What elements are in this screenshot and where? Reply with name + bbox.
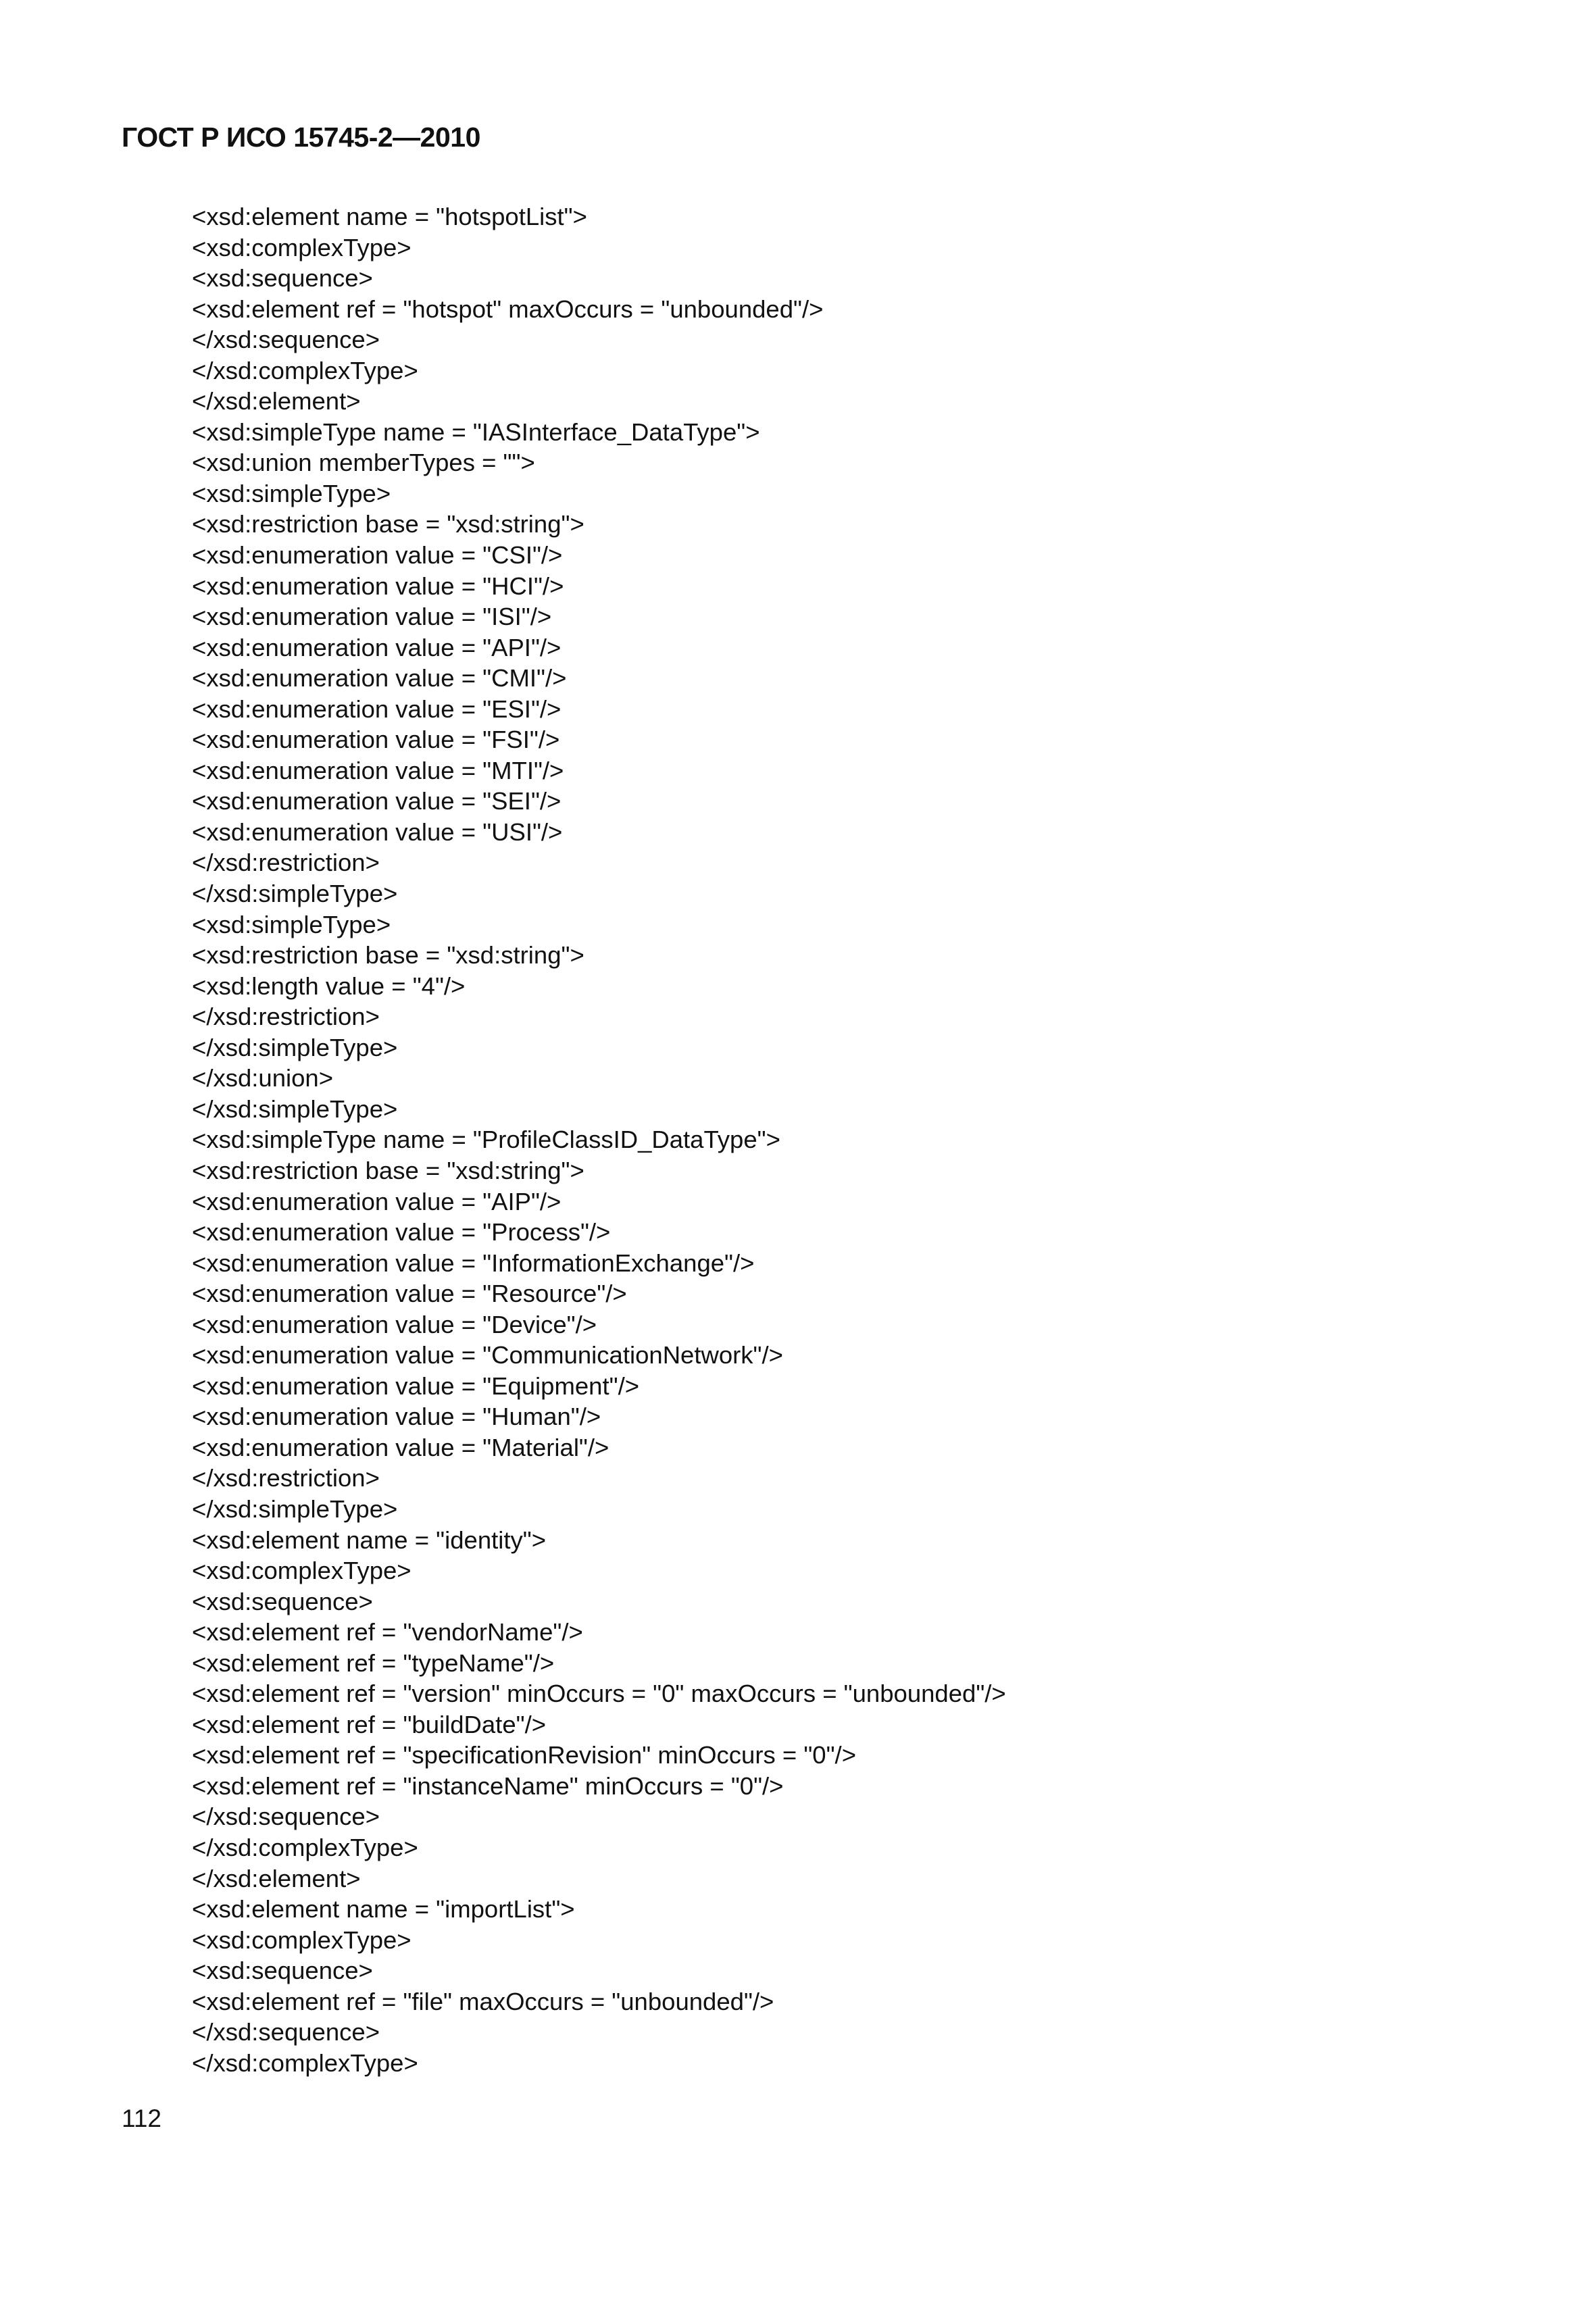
code-line: <xsd:element ref = "file" maxOccurs = "unbounded"/> <box>192 1987 774 2015</box>
code-line: <xsd:sequence> <box>192 1957 373 1985</box>
code-line: </xsd:union> <box>192 1064 334 1092</box>
code-line: </xsd:complexType> <box>192 1833 418 1861</box>
code-line: <xsd:enumeration value = "Equipment"/> <box>192 1372 640 1400</box>
code-line: <xsd:complexType> <box>192 233 412 261</box>
page-number: 112 <box>122 2105 161 2132</box>
code-line: <xsd:enumeration value = "API"/> <box>192 633 562 661</box>
code-line: </xsd:sequence> <box>192 2018 380 2046</box>
code-line: </xsd:simpleType> <box>192 1033 398 1061</box>
code-line: <xsd:enumeration value = "Resource"/> <box>192 1280 627 1308</box>
code-line: <xsd:enumeration value = "CSI"/> <box>192 541 563 570</box>
code-line: <xsd:enumeration value = "MTI"/> <box>192 756 564 784</box>
code-line: <xsd:enumeration value = "InformationExchange"/> <box>192 1249 755 1277</box>
code-line: <xsd:simpleType> <box>192 910 391 938</box>
document-header: ГОСТ Р ИСО 15745-2—2010 <box>122 122 480 153</box>
code-line: <xsd:length value = "4"/> <box>192 972 466 1000</box>
code-line: </xsd:complexType> <box>192 2048 418 2077</box>
code-line: </xsd:complexType> <box>192 356 418 384</box>
code-line: <xsd:element ref = "version" minOccurs = "0" maxOccurs = "unbounded"/> <box>192 1680 1006 1708</box>
code-line: <xsd:enumeration value = "Human"/> <box>192 1403 601 1431</box>
code-line: <xsd:enumeration value = "HCI"/> <box>192 572 564 600</box>
xsd-code-listing <box>192 201 1543 2078</box>
code-line: <xsd:element ref = "vendorName"/> <box>192 1618 583 1646</box>
code-line: </xsd:restriction> <box>192 849 380 877</box>
code-line: <xsd:element ref = "buildDate"/> <box>192 1710 547 1738</box>
code-line: <xsd:element name = "hotspotList"> <box>192 203 587 230</box>
code-line: <xsd:restriction base = "xsd:string"> <box>192 1156 584 1184</box>
code-line: <xsd:element ref = "hotspot" maxOccurs = "unbounded"/> <box>192 295 824 323</box>
code-line: <xsd:element ref = "specificationRevision" minOccurs = "0"/> <box>192 1741 857 1769</box>
code-line: <xsd:enumeration value = "FSI"/> <box>192 726 560 754</box>
code-line: <xsd:restriction base = "xsd:string"> <box>192 941 584 970</box>
code-line: <xsd:enumeration value = "AIP"/> <box>192 1187 562 1215</box>
code-line: <xsd:enumeration value = "CommunicationNetwork"/> <box>192 1341 783 1369</box>
code-line: </xsd:simpleType> <box>192 1494 398 1523</box>
code-line: <xsd:simpleType> <box>192 479 391 507</box>
code-line: <xsd:sequence> <box>192 1587 373 1615</box>
code-line: </xsd:restriction> <box>192 1464 380 1492</box>
code-line: <xsd:simpleType name = "IASInterface_DataType"> <box>192 418 760 446</box>
code-line: </xsd:element> <box>192 1864 361 1892</box>
code-line: <xsd:enumeration value = "Material"/> <box>192 1433 609 1461</box>
code-line: <xsd:element ref = "typeName"/> <box>192 1649 555 1677</box>
code-line: <xsd:complexType> <box>192 1557 412 1585</box>
code-line: <xsd:element name = "identity"> <box>192 1526 547 1554</box>
code-line: <xsd:simpleType name = "ProfileClassID_DataType"> <box>192 1126 780 1154</box>
code-line: <xsd:restriction base = "xsd:string"> <box>192 510 584 538</box>
code-line: <xsd:sequence> <box>192 264 373 293</box>
code-line: <xsd:enumeration value = "Device"/> <box>192 1310 597 1338</box>
code-line: <xsd:complexType> <box>192 1926 412 1954</box>
code-line: <xsd:enumeration value = "CMI"/> <box>192 664 567 693</box>
code-line: <xsd:enumeration value = "Process"/> <box>192 1218 611 1247</box>
code-line: </xsd:simpleType> <box>192 1095 398 1123</box>
code-line: <xsd:enumeration value = "ISI"/> <box>192 603 552 631</box>
code-line: </xsd:sequence> <box>192 326 380 354</box>
code-line: <xsd:enumeration value = "SEI"/> <box>192 787 562 815</box>
code-line: </xsd:restriction> <box>192 1003 380 1031</box>
code-line: </xsd:sequence> <box>192 1803 380 1831</box>
code-line: <xsd:enumeration value = "USI"/> <box>192 818 563 846</box>
code-line: <xsd:element name = "importList"> <box>192 1895 575 1923</box>
code-line: </xsd:element> <box>192 387 361 416</box>
code-line: <xsd:element ref = "instanceName" minOccurs = "0"/> <box>192 1771 784 1800</box>
code-line: <xsd:union memberTypes = ""> <box>192 449 535 477</box>
code-line: </xsd:simpleType> <box>192 880 398 908</box>
code-line: <xsd:enumeration value = "ESI"/> <box>192 695 562 723</box>
